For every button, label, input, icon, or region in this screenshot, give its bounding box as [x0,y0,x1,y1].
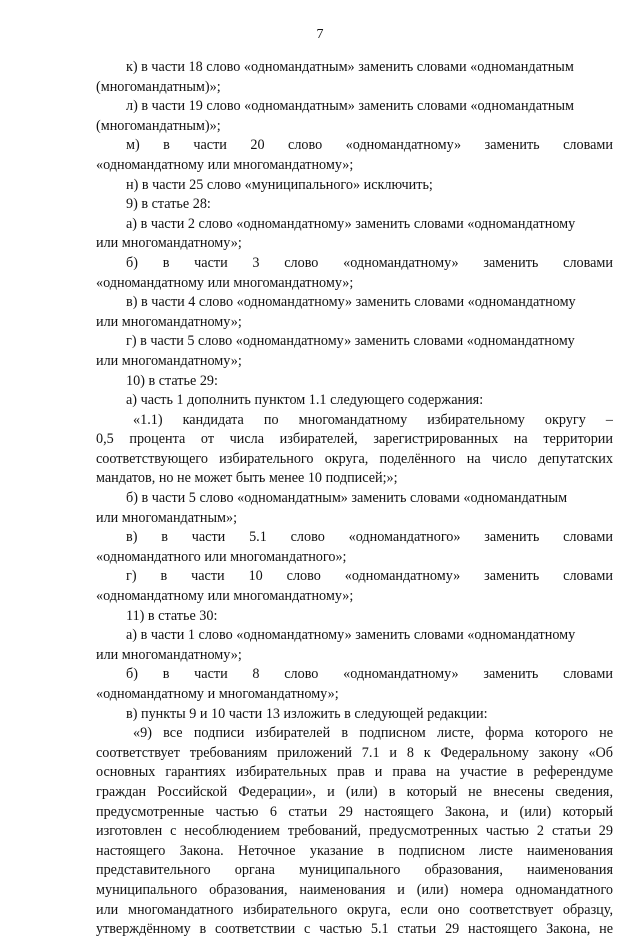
text-line: л) в части 19 слово «одномандатным» заменить словами «одномандатным [126,98,574,115]
text-line: 9) в статье 28: [126,196,211,213]
text-line: а) часть 1 дополнить пунктом 1.1 следующего содержания: [126,392,484,409]
text-line: или многомандатному»; [96,235,242,252]
text-line: б) в части 5 слово «одномандатным» заменить словами «одномандатным [126,490,568,507]
text-line: б) в части 3 слово «одномандатному» заменить словами [126,254,613,271]
text-line: (многомандатным)»; [96,117,221,134]
text-line: представительного органа муниципального образования, наименования [96,862,613,879]
text-line: или многомандатному»; [96,352,242,369]
text-line: м) в части 20 слово «одномандатному» заменить словами [126,137,613,154]
text-line: «одномандатному или многомандатному»; [96,156,354,173]
text-line: изготовлен с несоблюдением требований, предусмотренных частью 2 статьи 29 [96,823,613,840]
text-line: основных гарантиях избирательных прав и права на участие в референдуме [96,764,613,781]
text-line: утверждённому в соответствии с частью 5.1 статьи 29 настоящего Закона, не [96,921,613,938]
text-line: или многомандатным»; [96,509,238,526]
text-line: в) в части 5.1 слово «одномандатного» заменить словами [126,529,613,546]
text-line: настоящего Закона. Неточное указание в подписном листе наименования [96,842,613,859]
text-line: к) в части 18 слово «одномандатным» заменить словами «одномандатным [126,59,574,75]
text-line: или многомандатному»; [96,313,242,330]
text-line: а) в части 2 слово «одномандатному» заменить словами «одномандатному [126,215,576,232]
text-line: а) в части 1 слово «одномандатному» заменить словами «одномандатному [126,627,576,644]
text-line: в) в части 4 слово «одномандатному» заменить словами «одномандатному [126,294,576,311]
text-line: «одномандатному и многомандатному»; [96,686,339,702]
text-line: в) пункты 9 и 10 части 13 изложить в следующей редакции: [126,705,488,722]
text-line: соответствующего избирательного округа, поделённого на число депутатских [96,450,613,467]
text-line: н) в части 25 слово «муниципального» исключить; [126,176,433,193]
text-line: 11) в статье 30: [126,607,218,624]
document-body [96,58,613,940]
text-line: муниципального образования, наименования и (или) номера одномандатного [96,881,613,898]
text-line: «одномандатному или многомандатному»; [96,588,354,605]
text-line: «9) все подписи избирателей в подписном листе, форма которого не [133,725,613,742]
text-line: «одномандатного или многомандатного»; [96,548,347,565]
text-line: или многомандатного избирательного округа, если оно соответствует образцу, [96,901,613,918]
text-line: 10) в статье 29: [126,372,218,389]
text-line: б) в части 8 слово «одномандатному» заменить словами [126,666,613,683]
text-line: граждан Российской Федерации», и (или) в который не внесены сведения, [96,783,613,800]
text-line: г) в части 10 слово «одномандатному» заменить словами [126,568,613,585]
text-line: «1.1) кандидата по многомандатному избирательному округу – [133,411,613,428]
text-line: мандатов, но не может быть менее 10 подписей;»; [96,470,398,487]
text-line: или многомандатному»; [96,646,242,663]
text-line: 0,5 процента от числа избирателей, зарегистрированных на территории [96,431,613,448]
text-line: соответствует требованиям приложений 7.1 и 8 к Федеральному закону «Об [96,744,613,761]
text-line: г) в части 5 слово «одномандатному» заменить словами «одномандатному [126,333,575,350]
text-line: «одномандатному или многомандатному»; [96,274,354,291]
text-line: (многомандатным)»; [96,78,221,95]
page-number: 7 [316,27,324,42]
text-line: предусмотренные частью 6 статьи 29 настоящего Закона, и (или) который [96,803,613,820]
